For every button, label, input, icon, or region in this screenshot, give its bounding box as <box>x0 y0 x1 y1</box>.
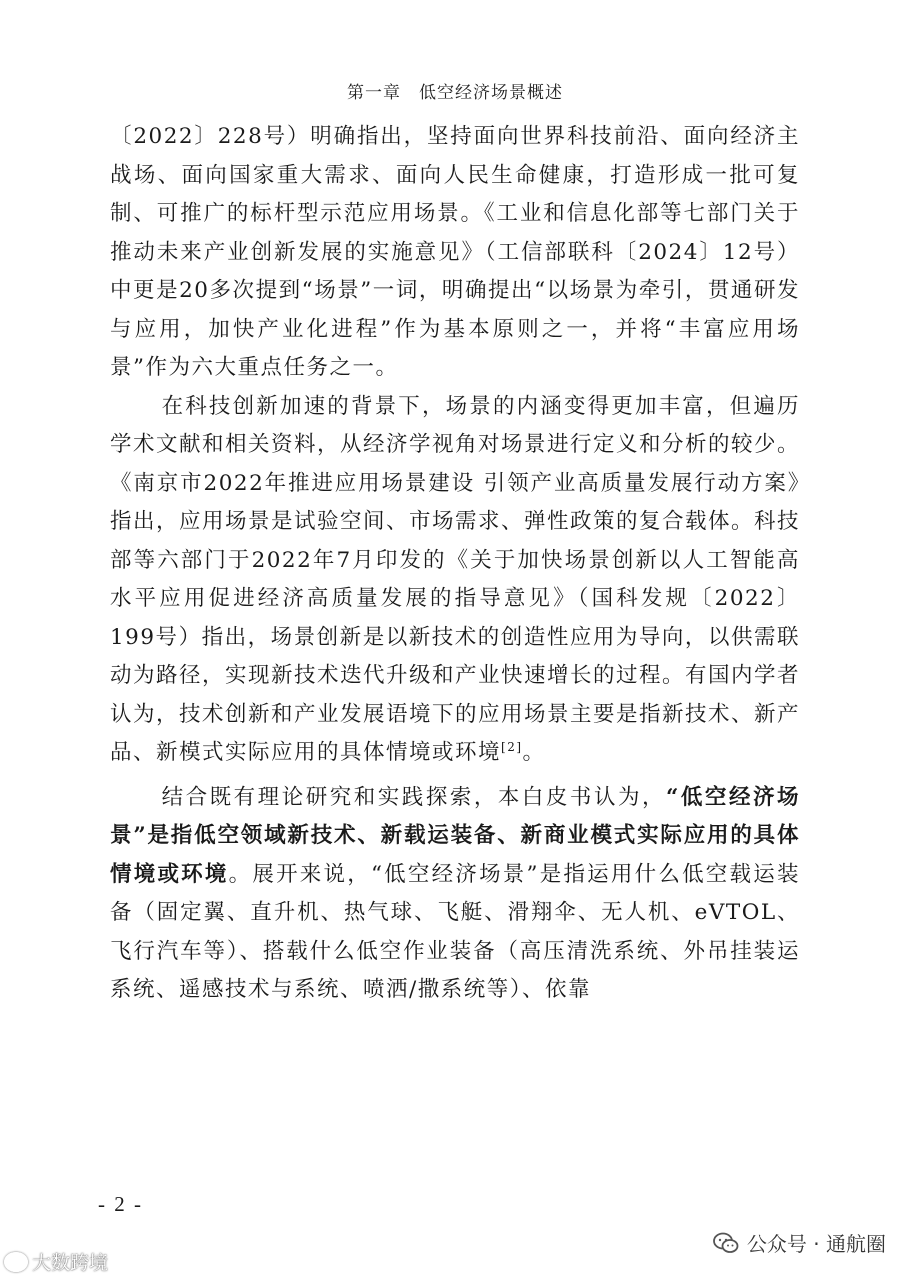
reference-marker[interactable]: [2] <box>501 739 523 754</box>
chapter-header: 第一章 低空经济场景概述 <box>347 83 563 103</box>
paragraph-2 <box>110 388 800 773</box>
swirl-logo-icon <box>4 1252 28 1272</box>
paragraph-3 <box>110 779 800 1010</box>
watermark-left-text: 大数跨境 <box>32 1252 109 1274</box>
watermark-right <box>713 1228 886 1257</box>
paragraph-2-end: 。 <box>522 740 546 765</box>
watermark-left <box>4 1248 108 1275</box>
document-body <box>110 118 800 1010</box>
wechat-icon <box>713 1232 739 1254</box>
paragraph-2-text: 在科技创新加速的背景下，场景的内涵变得更加丰富，但遍历学术文献和相关资料，从经济学视角对场景进行定义和分析的较少。《南京市2022年推进应用场景建设 引领产业高质量发展行动方案》指出，应用场景是试验空间、市场需求、弹性政策的复合载体。科技部等六部门于2022年7月印发的《关于加快场景创新以人工智能高水平应用促进经济高质量发展的指导意见》（国科发规〔2022〕199号）指出，场景创新是以新技术的创造性应用为导向，以供需联动为路径，实现新技术迭代升级和产业快速增长的过程。有国内学者认为，技术创新和产业发展语境下的应用场景主要是指新技术、新产品、新模式实际应用的具体情境或环境 <box>110 393 801 765</box>
paragraph-3-intro: 结合既有理论研究和实践探索，本白皮书认为， <box>161 784 667 810</box>
paragraph-3-rest: 。展开来说，“低空经济场景”是指运用什么低空载运装备（固定翼、直升机、热气球、飞艇、滑翔伞、无人机、eVTOL、飞行汽车等）、搭载什么低空作业装备（高压清洗系统、外吊挂装运系统、遥感技术与系统、喷洒/撒系统等）、依靠 <box>110 861 800 1002</box>
definition-bold: “低空经济场景”是指低空领域新技术、新载运装备、新商业模式实际应用的具体情境或环境 <box>110 784 800 887</box>
watermark-right-text: 公众号 · 通航圈 <box>746 1232 886 1256</box>
page-number: - 2 - <box>98 1192 143 1216</box>
paragraph-1: 〔2022〕228号）明确指出，坚持面向世界科技前沿、面向经济主战场、面向国家重大需求、面向人民生命健康，打造形成一批可复制、可推广的标杆型示范应用场景。《工业和信息化部等七部门关于推动未来产业创新发展的实施意见》（工信部联科〔2024〕12号）中更是20多次提到“场景”一词，明确提出“以场景为牵引，贯通研发与应用，加快产业化进程”作为基本原则之一，并将“丰富应用场景”作为六大重点任务之一。 <box>110 124 800 380</box>
